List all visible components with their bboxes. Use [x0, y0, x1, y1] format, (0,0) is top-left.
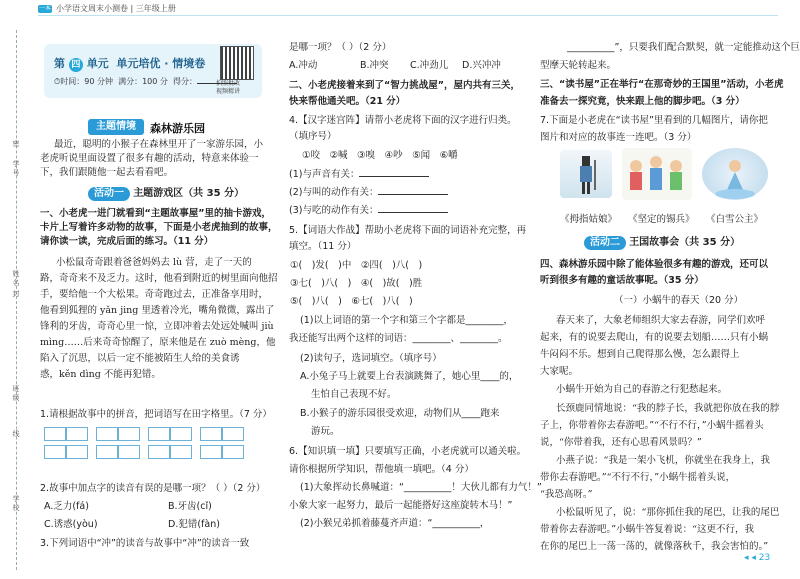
story-line-2: 路，奇奇来不及乏力。这时，他看到附近的树里面向他招: [40, 273, 278, 284]
grid-cell[interactable]: [66, 445, 88, 459]
option-3b[interactable]: B.冲突: [360, 60, 389, 71]
unit-suffix: 单元: [86, 57, 109, 70]
option-2c[interactable]: C.诱惑(yòu): [44, 519, 98, 530]
story-line-7: 陷入了沉思，以后一定不能被陌生人给的美食诱: [40, 353, 240, 364]
grid-cell[interactable]: [44, 445, 66, 459]
grid-cell[interactable]: [200, 427, 222, 441]
page-number-value: 23: [758, 553, 771, 563]
q6-line-4: 小象大家一起努力，最后一起能搭好这座旋转木马！”: [289, 500, 513, 511]
q3-line-1: 三、“读书屋”正在举行“在那奇妙的王国里”活动，小老虎: [540, 79, 784, 90]
unit-info: [54, 76, 237, 87]
snail-line-14: 在你的尾巴上一荡一荡的，就像落秋千，我会害怕的。”: [540, 541, 769, 552]
cat-eat-blank[interactable]: [378, 212, 448, 213]
snail-line-10: 带你去春游吧。”“不行不行，”小蜗牛摇着头说，: [540, 472, 736, 483]
q5-line-1: 5.【词语大作战】帮助小老虎将下面的词语补充完整，再: [289, 225, 527, 236]
fill-5: 生怕自己表现不好。: [311, 389, 397, 400]
fill-2: 我还能写出两个这样的词语：________、________。: [289, 333, 508, 344]
book-tin-soldier[interactable]: 《坚定的锡兵》: [628, 214, 695, 225]
cat-call: [289, 186, 448, 200]
snail-line-11: “我恐高呀。”: [540, 489, 593, 500]
story-line-5: 锋利的牙齿，奇奇心里一惊，立即冲着去处远处喊叫 jiù: [40, 321, 274, 332]
snail-line-8: 说，“你带着我，还有心思看风景吗？”: [540, 437, 702, 448]
cat-call-label: (2)与叫的动作有关：: [289, 187, 379, 198]
q6-line-5: (2)小猴兄弟抓着藤蔓齐声道：“__________，: [300, 518, 490, 529]
qr-caption: [216, 80, 240, 96]
snail-line-4: 大家呢。: [540, 366, 579, 377]
grid-cell[interactable]: [200, 445, 222, 459]
option-2b[interactable]: B.牙齿(cǐ): [168, 501, 212, 512]
snail-line-13: 带着你去春游吧。”小蜗牛答复着说：“这更不行，我: [540, 524, 754, 535]
fill-7: 游玩。: [311, 426, 340, 437]
char-list: ①咬 ②喊 ③嗅 ④吵 ⑤闻 ⑥嚼: [302, 150, 458, 161]
fill-4: A.小兔子马上就要上台表演跳舞了，她心里____的，: [300, 371, 519, 382]
side-school-label: 学校: [12, 495, 20, 512]
side-name-label: 姓名: [12, 270, 20, 287]
qr-caption-2: 视频精讲: [216, 88, 241, 95]
q1-line-2: 卡片上写着许多动物的故事，下面是小老虎抽到的故事，: [40, 222, 278, 233]
unit-prefix: 第: [54, 57, 65, 70]
side-class-label: 班级: [12, 385, 20, 402]
tin-soldier-illustration[interactable]: [560, 150, 612, 198]
idiom-row-2[interactable]: ③七( )八( ) ④( )故( )胜: [290, 278, 423, 289]
clock-icon: ⏱: [54, 77, 61, 86]
option-3c[interactable]: C.冲劲儿: [410, 60, 449, 71]
snail-line-12: 小松鼠听见了，说：“那你抓住我的尾巴，让我的尾巴: [556, 507, 780, 518]
option-3a[interactable]: A.冲动: [289, 60, 318, 71]
intro-line-1: 最近，聪明的小猴子在森林里开了一家游乐园，小: [54, 139, 264, 150]
option-2d[interactable]: D.犯错(fàn): [168, 519, 220, 530]
q4-line-1: 4.【汉字迷宫阵】请帮小老虎将下面的汉字进行归类。: [289, 115, 517, 126]
q2-line-2: 快来帮他通关吧。（21 分）: [289, 96, 406, 107]
header-divider: [38, 15, 778, 16]
story-line-1: 小松鼠奇奇跟着爸爸妈妈去 lù 营，走了一天的: [56, 257, 252, 268]
thumbelina-illustration[interactable]: [702, 148, 768, 200]
cat-sound-blank[interactable]: [359, 176, 429, 177]
cat-eat: [289, 204, 448, 218]
score-label: 得分：: [172, 77, 197, 86]
page-arrows-icon: ◂ ◂: [744, 553, 759, 563]
brand-logo: 一本: [38, 5, 51, 12]
theme-banner: 主题情境: [88, 119, 144, 135]
intro-line-2: 老虎听说里面设置了很多有趣的活动，特意来体验一: [40, 153, 259, 164]
story-title: （一）小蜗牛的春天（20 分）: [614, 295, 744, 306]
fill-6: B.小猴子的游乐园很受欢迎，动物们从____跑来: [300, 408, 500, 419]
time-limit: 时间：90 分钟: [60, 77, 113, 86]
q6-line-1: 6.【知识填一填】只要填写正确，小老虎就可以通关啦。: [289, 446, 527, 457]
grid-cell[interactable]: [170, 427, 192, 441]
side-seal-mi: 密: [12, 140, 20, 148]
side-seal-xian: 线: [12, 430, 20, 438]
full-score: 满分：100 分: [118, 77, 168, 86]
snail-line-6: 长颈鹿同情地说：“我的脖子长，我就把你放在我的脖: [556, 403, 780, 414]
activity-2-heading: [584, 236, 740, 250]
q2-line-1: 二、小老虎接着来到了“智力挑战屋”，屋内共有三关，: [289, 80, 520, 91]
idiom-row-1[interactable]: ①( )发( )中 ②四( )八( ): [290, 260, 423, 271]
option-3d[interactable]: D.兴冲冲: [462, 60, 501, 71]
dwarfs-drawing: [622, 148, 692, 200]
snail-line-1: 春天来了，大象老师组织大家去春游，同学们欢呼: [556, 315, 766, 326]
unit-number: 四: [69, 58, 83, 72]
soldier-drawing: [560, 150, 612, 198]
q6-line-2: 请你根据所学知识，帮他填一填吧。（4 分）: [289, 464, 474, 475]
grid-cell[interactable]: [66, 427, 88, 441]
story-line-6: mìng……后来奇奇惊醒了，原来他是在 zuò mèng，他: [40, 337, 276, 348]
snail-line-2: 起来，有的说要去爬山，有的说要去划船……只有小蜗: [540, 332, 769, 343]
cat-sound-label: (1)与声音有关：: [289, 169, 360, 180]
sub-q1: 1.请根据故事中的拼音，把词语写在田字格里。（7 分）: [40, 409, 272, 420]
grid-cell[interactable]: [118, 427, 140, 441]
right-line-2: 型摩天轮转起来。: [540, 60, 617, 71]
mid-q3-cont: 是哪一项？（ ）（2 分）: [289, 42, 392, 53]
activity-2-label: 活动二: [584, 236, 626, 250]
q6-line-3: (1)大象挥动长鼻喊道：“__________！大伙儿都有力气！”: [300, 482, 542, 493]
grid-cell[interactable]: [148, 427, 170, 441]
qr-caption-1: 拍照批改: [216, 80, 241, 87]
side-seal-feng: 封: [12, 290, 20, 298]
cat-call-blank[interactable]: [378, 194, 448, 195]
grid-cell[interactable]: [96, 427, 118, 441]
writing-grid[interactable]: [44, 427, 272, 461]
grid-cell[interactable]: [170, 445, 192, 459]
q4-line-2: （填序号）: [289, 131, 337, 142]
q4-big-line-2: 听到很多有趣的童话故事呢。（35 分）: [540, 275, 704, 286]
q7-line-2: 图片和对应的故事连一连吧。（3 分）: [540, 132, 697, 143]
q3-line-2: 准备去一探究竟，快来跟上他的脚步吧。（3 分）: [540, 96, 745, 107]
sub-q3: 3.下列词语中“冲”的读音与故事中“冲”的读音一致: [40, 538, 250, 549]
side-id-label: 学号: [12, 160, 20, 177]
fill-3: (2)读句子，选词填空。（填序号）: [300, 353, 442, 364]
grid-cell[interactable]: [222, 445, 244, 459]
cat-sound: [289, 168, 429, 182]
snow-white-illustration[interactable]: [622, 148, 692, 200]
page-number: [744, 553, 770, 563]
grid-cell[interactable]: [118, 445, 140, 459]
snail-line-7: 子上，你带着你去春游吧。”“不行不行，”小蜗牛摇着头: [540, 420, 764, 431]
header-title: 小学语文周末小测卷 | 三年级上册: [56, 4, 176, 13]
intro-line-3: 下，我们跟随他一起去看看吧。: [40, 167, 174, 178]
right-line-1: __________”，只要我们配合默契，就一定能推动这个巨: [567, 42, 800, 53]
q7-line-1: 7.下面是小老虎在“读书屋”里看到的几幅图片，请你把: [540, 115, 768, 126]
grid-cell[interactable]: [96, 445, 118, 459]
unit-subtitle: 单元培优 · 情境卷: [116, 57, 206, 70]
book-thumbelina[interactable]: 《拇指姑娘》: [560, 214, 618, 225]
grid-cell[interactable]: [222, 427, 244, 441]
activity-1-heading: [88, 187, 244, 201]
activity-1-title: 主题游戏区（共 35 分）: [133, 188, 245, 199]
fill-1: (1)以上词语的第一个字和第三个字都是________，: [300, 315, 513, 326]
story-line-8: 惑，kěn dìng 不能再犯错。: [40, 369, 161, 380]
snail-line-9: 小燕子说：“我是一架小飞机，你就坐在我身上，我: [556, 455, 770, 466]
book-snow-white[interactable]: 《白雪公主》: [706, 214, 764, 225]
grid-cell[interactable]: [148, 445, 170, 459]
snail-line-3: 牛闷闷不乐。想到自己爬得那么慢，怎么跟得上: [540, 349, 740, 360]
activity-2-title: 王国故事会（共 35 分）: [629, 237, 741, 248]
flower-girl-drawing: [702, 148, 768, 200]
snail-line-5: 小蜗牛开始为自己的春游之行犯愁起来。: [556, 384, 728, 395]
activity-1-label: 活动一: [88, 187, 130, 201]
theme-title: 森林游乐园: [150, 122, 205, 135]
option-2a[interactable]: A.乏力(fá): [44, 501, 89, 512]
q5-line-2: 填空。（11 分）: [289, 241, 357, 252]
story-line-3: 手，要给他一个大松果。奇奇跑过去，正准备享用时，: [40, 289, 269, 300]
grid-cell[interactable]: [44, 427, 66, 441]
binding-line: [16, 30, 17, 570]
sub-q2: 2.故事中加点字的读音有误的是哪一项？（ ）（2 分）: [40, 483, 266, 494]
q1-line-1: 一、小老虎一进门就看到“主题故事屋”里的抽卡游戏，: [40, 208, 271, 219]
cat-eat-label: (3)与吃的动作有关：: [289, 205, 379, 216]
qr-code-icon[interactable]: [220, 46, 254, 80]
unit-title: [54, 55, 205, 72]
q1-line-3: 请你读一读，完成后面的练习。（11 分）: [40, 236, 214, 247]
idiom-row-3[interactable]: ⑤( )八( ) ⑥七( )八( ): [290, 296, 413, 307]
story-line-4: 他看到狐狸的 yǎn jing 里透着冷光，嘴角微微，露出了: [40, 305, 275, 316]
q4-big-line-1: 四、森林游乐园中除了能体验很多有趣的游戏，还可以: [540, 259, 769, 270]
